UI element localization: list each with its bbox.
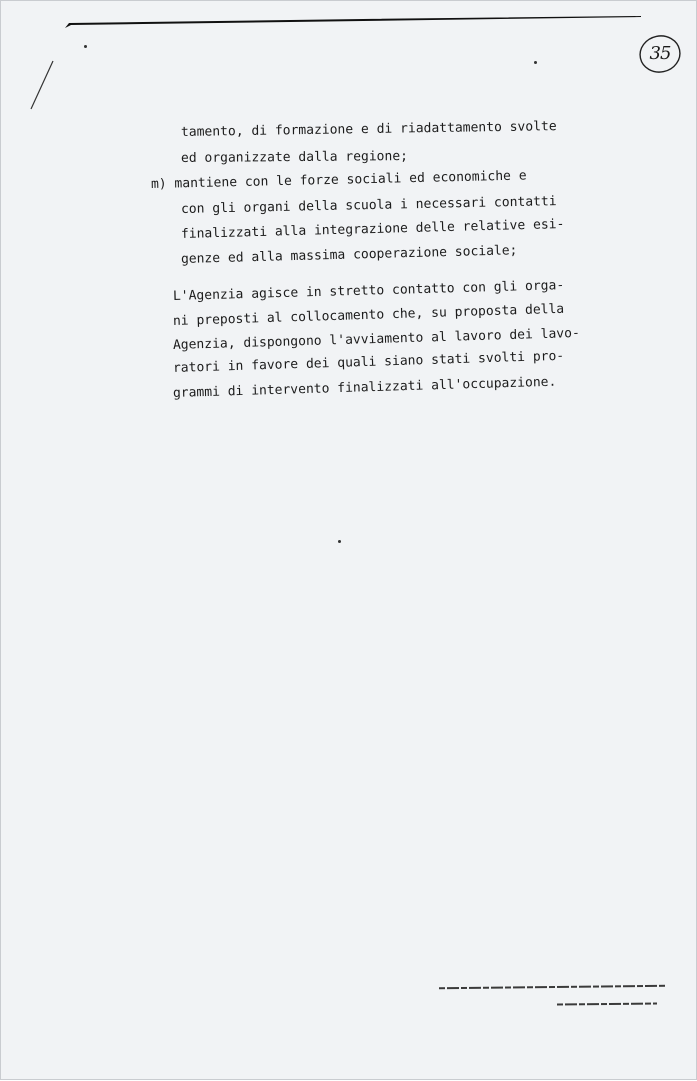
text-line: L'Agenzia agisce in stretto contatto con gli orga- <box>172 278 565 304</box>
body-text <box>1 1 697 1081</box>
text-line: ratori in favore dei quali siano stati svolti pro- <box>172 348 565 376</box>
text-line: m) mantiene con le forze sociali ed economiche e <box>150 168 527 192</box>
text-line: ni preposti al collocamento che, su proposta della <box>172 301 565 329</box>
text-line: Agenzia, dispongono l'avviamento al lavoro dei lavo- <box>172 325 581 353</box>
text-line: ed organizzate dalla regione; <box>180 149 409 166</box>
text-line: con gli organi della scuola i necessari contatti <box>180 194 557 217</box>
text-line: tamento, di formazione e di riadattamento svolte <box>180 119 557 140</box>
page-number-label: 35 <box>649 43 671 64</box>
text-line: grammi di intervento finalizzati all'occupazione. <box>172 374 557 401</box>
text-line: genze ed alla massima cooperazione sociale; <box>180 243 518 267</box>
text-line: finalizzati alla integrazione delle relative esi- <box>180 216 565 242</box>
